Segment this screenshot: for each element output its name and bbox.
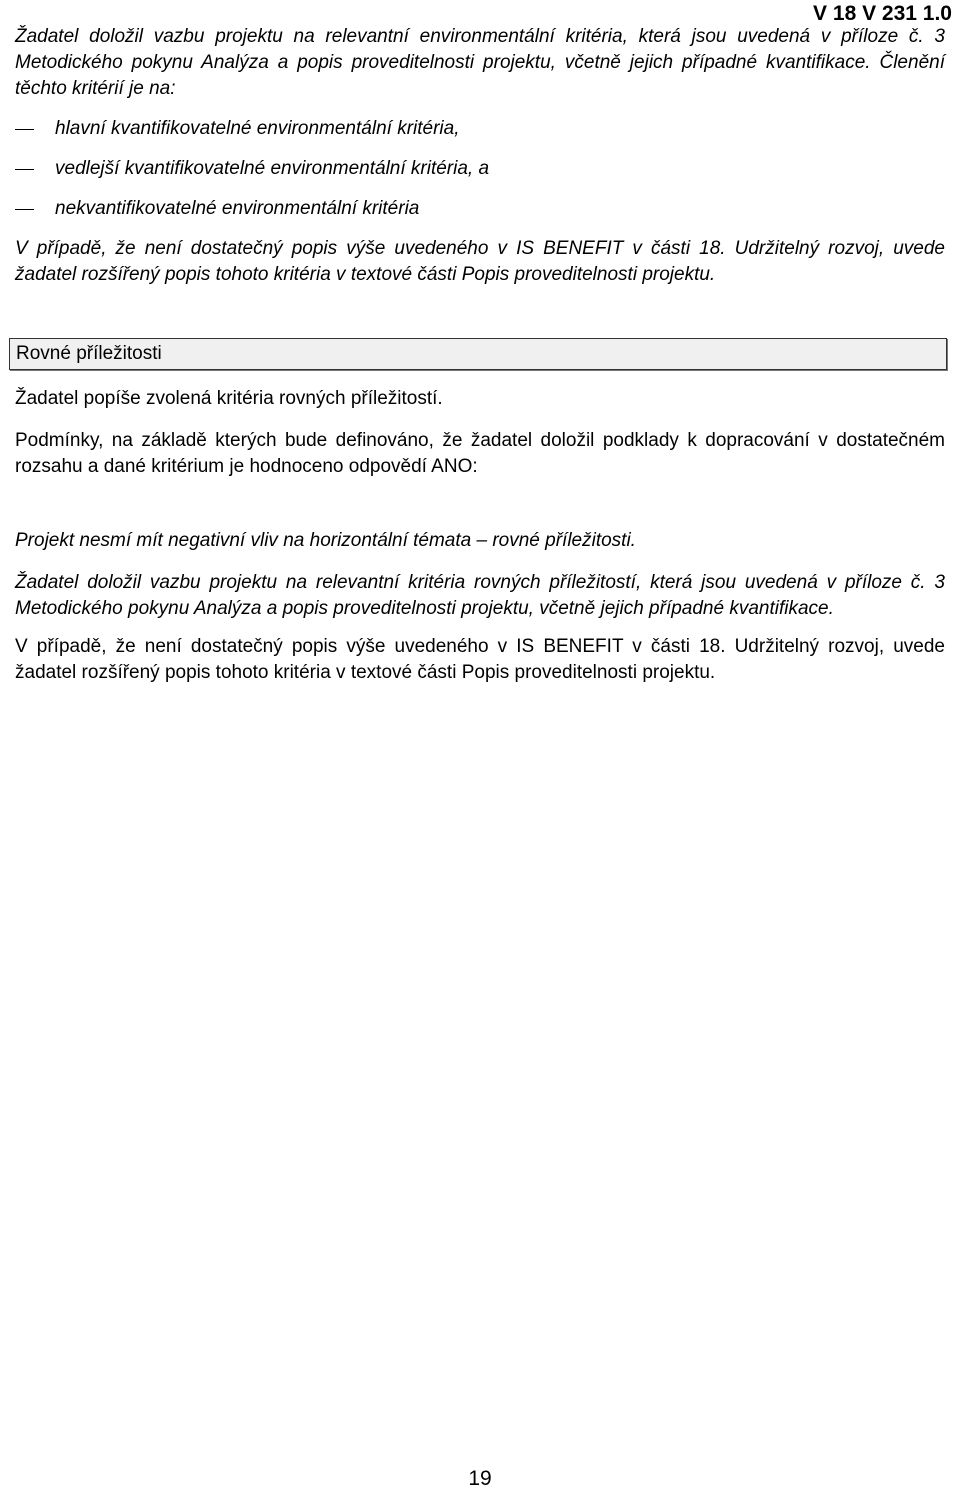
dash-bullet-icon bbox=[15, 129, 34, 130]
env-intro-paragraph bbox=[15, 24, 945, 102]
list-item: nekvantifikovatelné environmentální kritéria bbox=[15, 196, 945, 222]
equal-describe-paragraph: Žadatel popíše zvolená kritéria rovných příležitostí. bbox=[15, 388, 443, 409]
dash-bullet-icon bbox=[15, 209, 34, 210]
env-benefit-note: V případě, že není dostatečný popis výše uvedeného v IS BENEFIT v části 18. Udržitelný rozvoj, uvede žadatel rozšířený popis tohoto kritéria v textové části Popis proveditelnosti projektu. bbox=[15, 238, 945, 285]
page-number: 19 bbox=[468, 1467, 492, 1490]
env-intro-split-text: Členění těchto kritérií je na: bbox=[15, 52, 945, 99]
section-heading-equal-opportunities: Rovné příležitosti bbox=[9, 338, 947, 370]
env-criteria-list bbox=[15, 116, 945, 222]
equal-no-negative-paragraph: Projekt nesmí mít negativní vliv na horizontální témata – rovné příležitosti. bbox=[15, 530, 636, 551]
document-code: V 18 V 231 1.0 bbox=[813, 2, 952, 25]
list-item: hlavní kvantifikovatelné environmentální kritéria, bbox=[15, 116, 945, 142]
equal-link-paragraph: Žadatel doložil vazbu projektu na relevantní kritéria rovných příležitostí, která jsou uvedená v příloze č. 3 Metodického pokynu Analýza a popis proveditelnosti projektu, včetně jejich případné kvantifikace. bbox=[15, 572, 945, 619]
env-intro-text: Žadatel doložil vazbu projektu na relevantní environmentální kritéria, která jsou uvedená v příloze č. 3 Metodického pokynu Analýza a popis proveditelnosti projektu, včetně jejich případné kvantifikace. bbox=[15, 26, 945, 73]
equal-conditions-paragraph: Podmínky, na základě kterých bude definováno, že žadatel doložil podklady k dopracování v dostatečném rozsahu a dané kritérium je hodnoceno odpovědí ANO: bbox=[15, 430, 945, 477]
dash-bullet-icon bbox=[15, 169, 34, 170]
page-content bbox=[15, 24, 945, 686]
list-item: vedlejší kvantifikovatelné environmentální kritéria, a bbox=[15, 156, 945, 182]
equal-benefit-note: V případě, že není dostatečný popis výše uvedeného v IS BENEFIT v části 18. Udržitelný rozvoj, uvede žadatel rozšířený popis tohoto kritéria v textové části Popis proveditelnosti projektu. bbox=[15, 636, 945, 683]
